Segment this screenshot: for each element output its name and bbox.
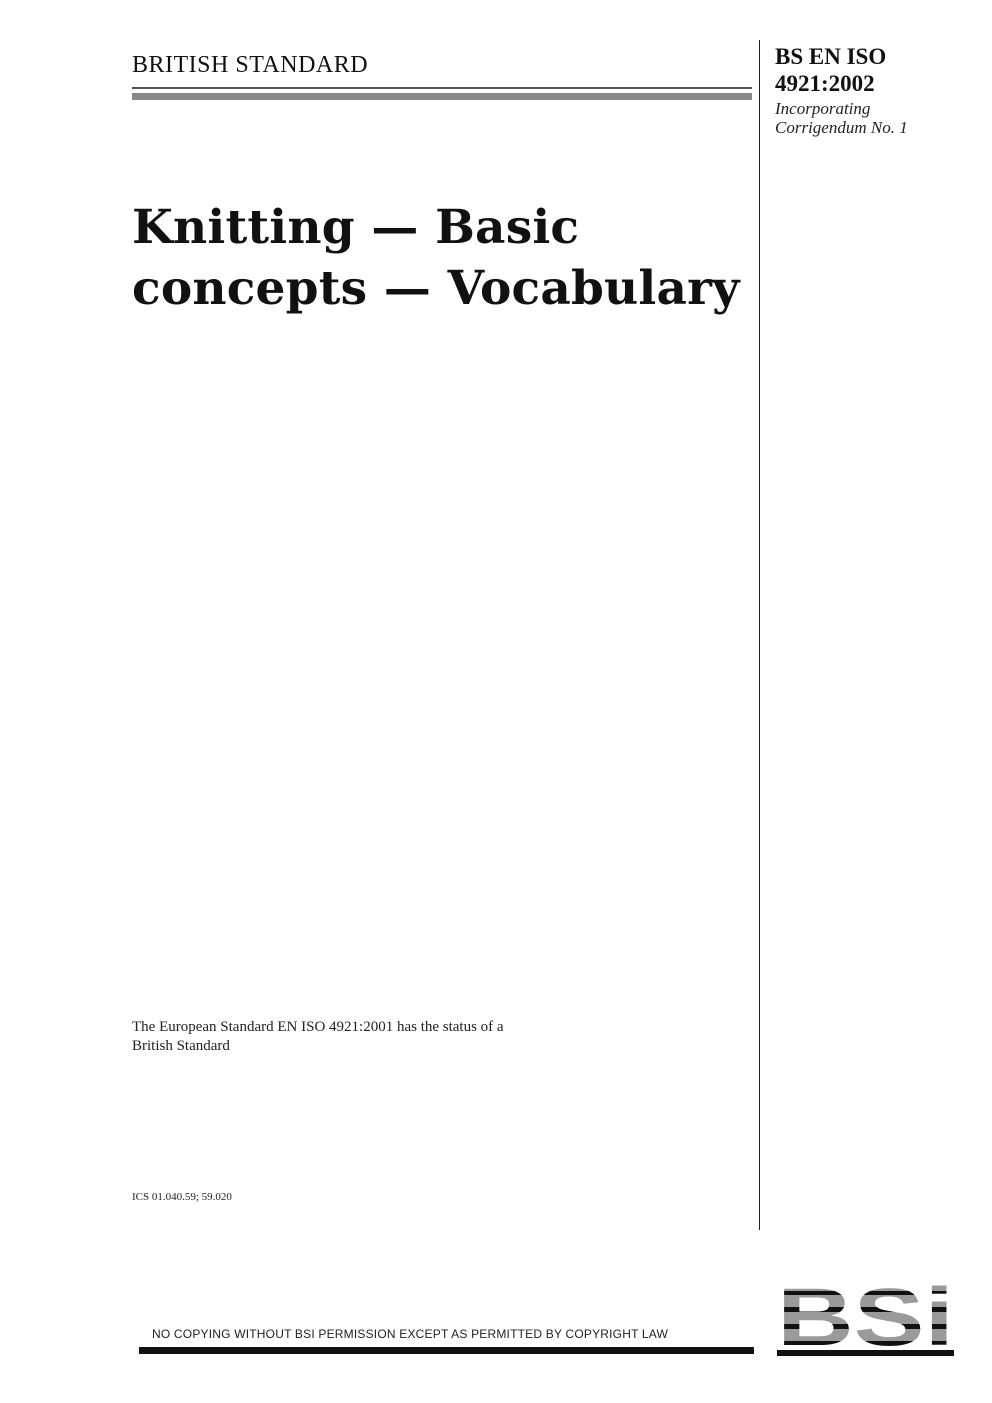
copyright-notice: NO COPYING WITHOUT BSI PERMISSION EXCEPT AS PERMITTED BY COPYRIGHT LAW [152, 1327, 669, 1341]
footer-rule [139, 1347, 754, 1354]
header-rule-thick [132, 93, 752, 100]
status-statement-line2: British Standard [132, 1038, 230, 1054]
status-statement-line1: The European Standard EN ISO 4921:2001 has the status of a [132, 1019, 504, 1035]
column-divider [759, 40, 760, 1230]
standard-code-line1: BS EN ISO [775, 44, 887, 69]
standard-code-line2: 4921:2002 [775, 71, 875, 96]
document-title-line2: concepts — Vocabulary [132, 261, 740, 316]
document-title-line1: Knitting — Basic [132, 200, 580, 255]
bsi-logo [777, 1277, 954, 1357]
ics-code: ICS 01.040.59; 59.020 [132, 1191, 232, 1203]
header-rule-thin [132, 87, 752, 89]
corrigendum-note-line1: Incorporating [775, 99, 871, 118]
corrigendum-note-line2: Corrigendum No. 1 [775, 118, 908, 137]
document-title [132, 197, 752, 319]
document-header-label: BRITISH STANDARD [132, 52, 369, 78]
status-statement [132, 1018, 652, 1056]
